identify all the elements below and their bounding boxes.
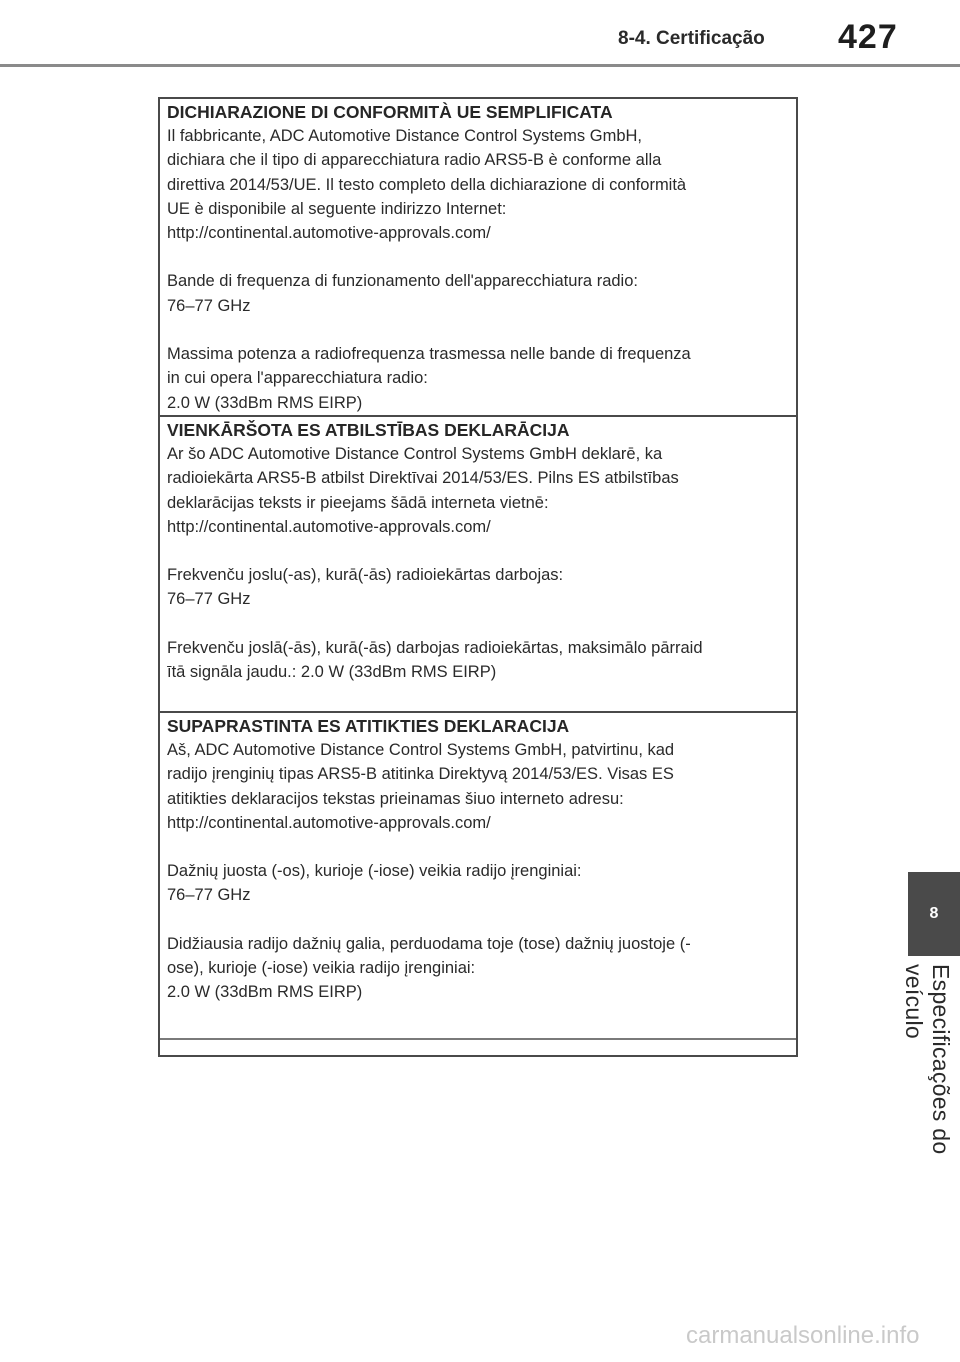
paragraph-gap — [167, 318, 796, 342]
paragraph-gap — [167, 612, 796, 636]
section-title: 8-4. Certificação — [618, 28, 765, 49]
declaration-line: UE è disponibile al seguente indirizzo Internet: — [167, 199, 507, 218]
watermark: carmanualsonline.info — [686, 1322, 920, 1349]
declaration-line: 2.0 W (33dBm RMS EIRP) — [167, 393, 363, 412]
header-divider — [0, 64, 960, 67]
declaration-line: Massima potenza a radiofrequenza trasmessa nelle bande di frequenza — [167, 345, 691, 364]
paragraph-gap — [167, 835, 796, 859]
declaration-line: radijo įrenginių tipas ARS5-B atitinka Direktyvą 2014/53/ES. Visas ES — [167, 765, 674, 784]
declaration-line: Il fabbricante, ADC Automotive Distance Control Systems GmbH, — [167, 127, 643, 145]
declaration-line: 76–77 GHz — [167, 886, 251, 905]
declaration-line: Frekvenču joslā(-ās), kurā(-ās) darbojas radioiekārtas, maksimālo pārraid — [167, 638, 703, 657]
declaration-title: SUPAPRASTINTA ES ATITIKTIES DEKLARACIJA — [167, 716, 570, 736]
declaration-line: radioiekārta ARS5-B atbilst Direktīvai 2014/53/ES. Pilns ES atbilstības — [167, 469, 679, 488]
paragraph-gap — [167, 908, 796, 932]
declaration-line: direttiva 2014/53/UE. Il testo completo della dichiarazione di conformità — [167, 175, 687, 194]
declaration-body — [167, 738, 796, 1005]
declaration-body — [167, 124, 796, 415]
declaration-line: ose), kurioje (-iose) veikia radijo įrenginiai: — [167, 959, 476, 978]
declaration-line: 2.0 W (33dBm RMS EIRP) — [167, 983, 363, 1002]
declaration-line: Dažnių juosta (-os), kurioje (-iose) veikia radijo įrenginiai: — [167, 862, 582, 881]
declaration-line: 76–77 GHz — [167, 590, 251, 609]
declaration-lithuanian — [160, 713, 796, 1055]
declaration-line: deklarācijas teksts ir pieejams šādā interneta vietnē: — [167, 493, 549, 512]
declaration-line: in cui opera l'apparecchiatura radio: — [167, 369, 428, 388]
declaration-line: Aš, ADC Automotive Distance Control Systems GmbH, patvirtinu, kad — [167, 741, 675, 759]
declaration-title: VIENKĀRŠOTA ES ATBILSTĪBAS DEKLARĀCIJA — [167, 420, 570, 440]
declaration-line: http://continental.automotive-approvals.com/ — [167, 224, 491, 243]
declaration-title: DICHIARAZIONE DI CONFORMITÀ UE SEMPLIFICATA — [167, 102, 613, 122]
declaration-body — [167, 442, 796, 684]
declaration-line: 76–77 GHz — [167, 296, 251, 315]
declaration-line: atitikties deklaracijos tekstas prieinamas šiuo interneto adresu: — [167, 789, 624, 808]
declaration-line: Didžiausia radijo dažnių galia, perduodama toje (tose) dažnių juostoje (- — [167, 934, 691, 953]
paragraph-gap — [167, 539, 796, 563]
chapter-label: Especificações do veículo — [901, 964, 954, 1155]
declaration-latvian — [160, 417, 796, 713]
declaration-line: http://continental.automotive-approvals.com/ — [167, 813, 491, 832]
declaration-line: Bande di frequenza di funzionamento dell'apparecchiatura radio: — [167, 272, 638, 291]
declaration-line: http://continental.automotive-approvals.com/ — [167, 517, 491, 536]
chapter-number: 8 — [929, 905, 939, 922]
declaration-line: Ar šo ADC Automotive Distance Control Systems GmbH deklarē, ka — [167, 445, 663, 463]
box-inner-rule — [160, 1038, 796, 1040]
paragraph-gap — [167, 245, 796, 269]
declaration-line: ītā signāla jaudu.: 2.0 W (33dBm RMS EIRP) — [167, 663, 497, 682]
chapter-tab — [908, 872, 960, 956]
declaration-line: Frekvenču joslu(-as), kurā(-ās) radioiekārtas darbojas: — [167, 566, 564, 585]
declaration-line: dichiara che il tipo di apparecchiatura radio ARS5-B è conforme alla — [167, 151, 662, 170]
certification-box — [158, 97, 798, 1057]
page-number: 427 — [838, 18, 898, 56]
declaration-italian — [160, 99, 796, 417]
